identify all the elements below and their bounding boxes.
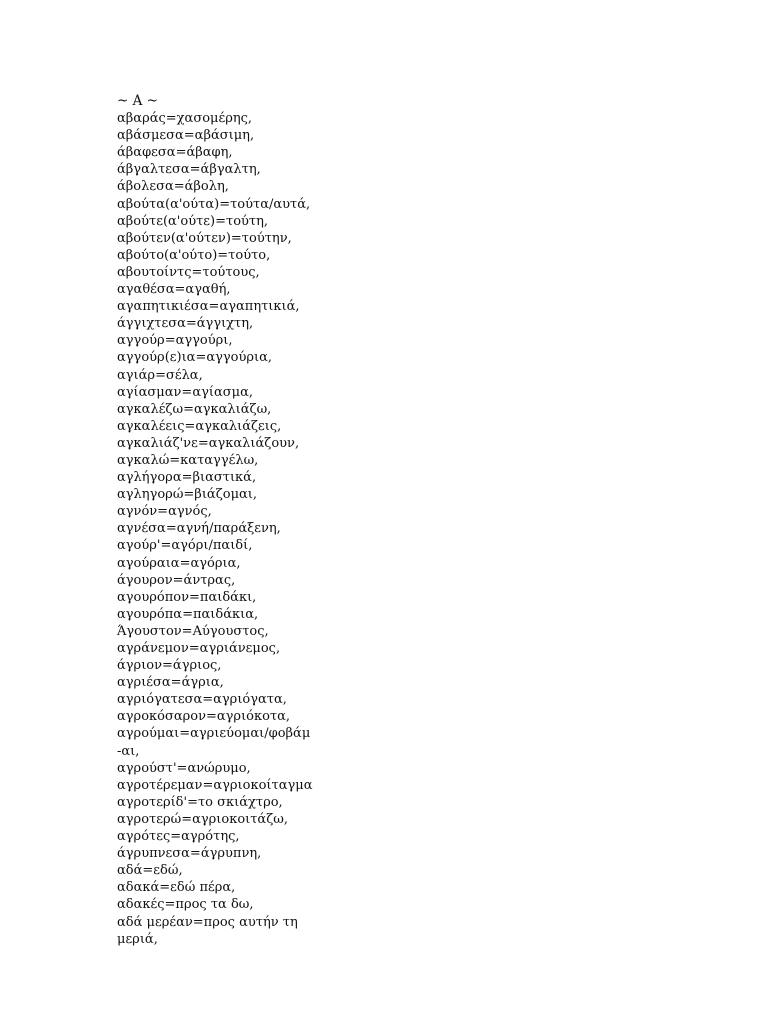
glossary-entry: αγρούστ'=ανώρυμο,	[117, 760, 251, 776]
glossary-entry: αγρούμαι=αγριεύομαι/φοβάμ	[117, 726, 311, 742]
glossary-entry: άγριον=άγριος,	[117, 658, 222, 674]
glossary-entry: αβούτο(α'ούτο)=τούτο,	[117, 247, 271, 263]
glossary-entry: αγγούρ=αγγούρι,	[117, 333, 233, 349]
glossary-entry: αγκαλιάζ'νε=αγκαλιάζουν,	[117, 435, 300, 451]
glossary-entry: αγνόν=αγνός,	[117, 504, 212, 520]
glossary-entry: αγριόγατεσα=αγριόγατα,	[117, 692, 287, 708]
glossary-entry: αγροτερώ=αγριοκοιτάζω,	[117, 811, 288, 827]
glossary-entry: αγνέσα=αγνή/παράξενη,	[117, 521, 281, 537]
glossary-entry: αγρότες=αγρότης,	[117, 829, 240, 845]
glossary-entry: αγροκόσαρον=αγριόκοτα,	[117, 709, 291, 725]
glossary-entry: άγρυπνεσα=άγρυπνη,	[117, 846, 262, 862]
glossary-entry: αγροτερίδ'=το σκιάχτρο,	[117, 794, 283, 810]
glossary-entry: μεριά,	[117, 931, 158, 947]
glossary-entry: αγληγορώ=βιάζομαι,	[117, 487, 258, 503]
glossary-entry: αδά μερέαν=προς αυτήν τη	[117, 914, 298, 930]
glossary-entry: άβολεσα=άβολη,	[117, 179, 229, 195]
glossary-entry: αγκαλέεις=αγκαλιάζεις,	[117, 418, 282, 434]
glossary-entry: άγγιχτεσα=άγγιχτη,	[117, 316, 254, 332]
glossary-entry: αδακές=προς τα δω,	[117, 897, 254, 913]
glossary-entry: αδά=εδώ,	[117, 863, 183, 879]
glossary-entry: αβούτα(α'ούτα)=τούτα/αυτά,	[117, 196, 311, 212]
glossary-entry: αγράνεμον=αγριάνεμος,	[117, 641, 281, 656]
glossary-entry: αγουρόπον=παιδάκι,	[117, 589, 257, 605]
glossary-page	[117, 93, 757, 948]
glossary-entry: αδακά=εδώ πέρα,	[117, 880, 236, 896]
glossary-entry: αγιάρ=σέλα,	[117, 367, 203, 383]
glossary-entry: Άγουστον=Αύγουστος,	[117, 623, 269, 639]
glossary-entry: αγαθέσα=αγαθή,	[117, 282, 231, 298]
section-heading: ~ Α ~	[117, 93, 158, 109]
glossary-entries	[117, 110, 757, 948]
glossary-entry: αγλήγορα=βιαστικά,	[117, 470, 257, 486]
glossary-entry: αβούτεν(α'ούτεν)=τούτην,	[117, 230, 292, 246]
glossary-entry: αβουτοίντς=τούτους,	[117, 264, 260, 280]
glossary-entry: άγουρον=άντρας,	[117, 572, 236, 588]
glossary-entry: αγίασμαν=αγίασμα,	[117, 384, 253, 400]
glossary-entry: -αι,	[117, 743, 140, 759]
glossary-entry: αβάσμεσα=αβάσιμη,	[117, 128, 255, 144]
glossary-entry: αγγούρ(ε)ια=αγγούρια,	[117, 350, 273, 366]
glossary-entry: αγούραια=αγόρια,	[117, 555, 241, 571]
glossary-entry: αβαράς=χασομέρης,	[117, 111, 253, 127]
glossary-entry: αγριέσα=άγρια,	[117, 675, 224, 691]
glossary-entry: αγούρ'=αγόρι/παιδί,	[117, 538, 253, 554]
glossary-entry: αγουρόπα=παιδάκια,	[117, 606, 259, 622]
glossary-entry: αγκαλέζω=αγκαλιάζω,	[117, 401, 272, 417]
glossary-entry: αγροτέρεμαν=αγριοκοίταγμα	[117, 777, 313, 793]
glossary-entry: αγαπητικιέσα=αγαπητικιά,	[117, 299, 300, 315]
glossary-entry: άβαφεσα=άβαφη,	[117, 145, 233, 161]
glossary-entry: άβγαλτεσα=άβγαλτη,	[117, 162, 261, 178]
glossary-entry: αβούτε(α'ούτε)=τούτη,	[117, 213, 269, 229]
glossary-entry: αγκαλώ=καταγγέλω,	[117, 452, 259, 468]
